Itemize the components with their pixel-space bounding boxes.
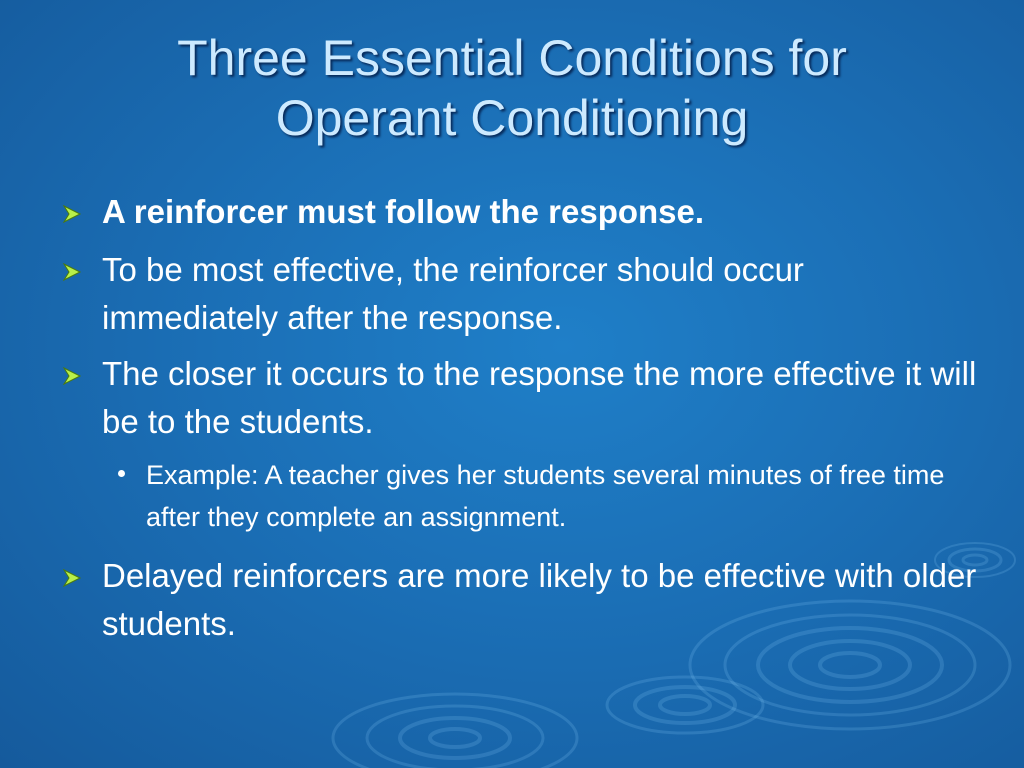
sub-bullet-item: [58, 454, 978, 538]
title-line-2: Operant Conditioning: [275, 90, 749, 146]
dot-bullet-icon: [118, 470, 125, 477]
bullet-text-4: Delayed reinforcers are more likely to be effective with older students.: [102, 557, 977, 642]
arrow-bullet-icon: [62, 569, 82, 587]
bullet-item-3: [58, 350, 978, 446]
bullet-text-1: A reinforcer must follow the response.: [102, 193, 705, 230]
bullet-text-3: The closer it occurs to the response the more effective it will be to the students.: [102, 355, 977, 440]
bullet-text-2: To be most effective, the reinforcer should occur immediately after the response.: [102, 251, 804, 336]
sub-bullet-text: Example: A teacher gives her students several minutes of free time after they complete an assignment.: [146, 460, 945, 532]
title-line-1: Three Essential Conditions for: [177, 30, 847, 86]
bullet-item-2: [58, 246, 978, 342]
bullet-item-1: [58, 188, 978, 236]
bullet-item-4: [58, 552, 978, 648]
arrow-bullet-icon: [62, 263, 82, 281]
slide-title: [0, 28, 1024, 148]
bullet-list: [58, 188, 978, 656]
arrow-bullet-icon: [62, 205, 82, 223]
arrow-bullet-icon: [62, 367, 82, 385]
